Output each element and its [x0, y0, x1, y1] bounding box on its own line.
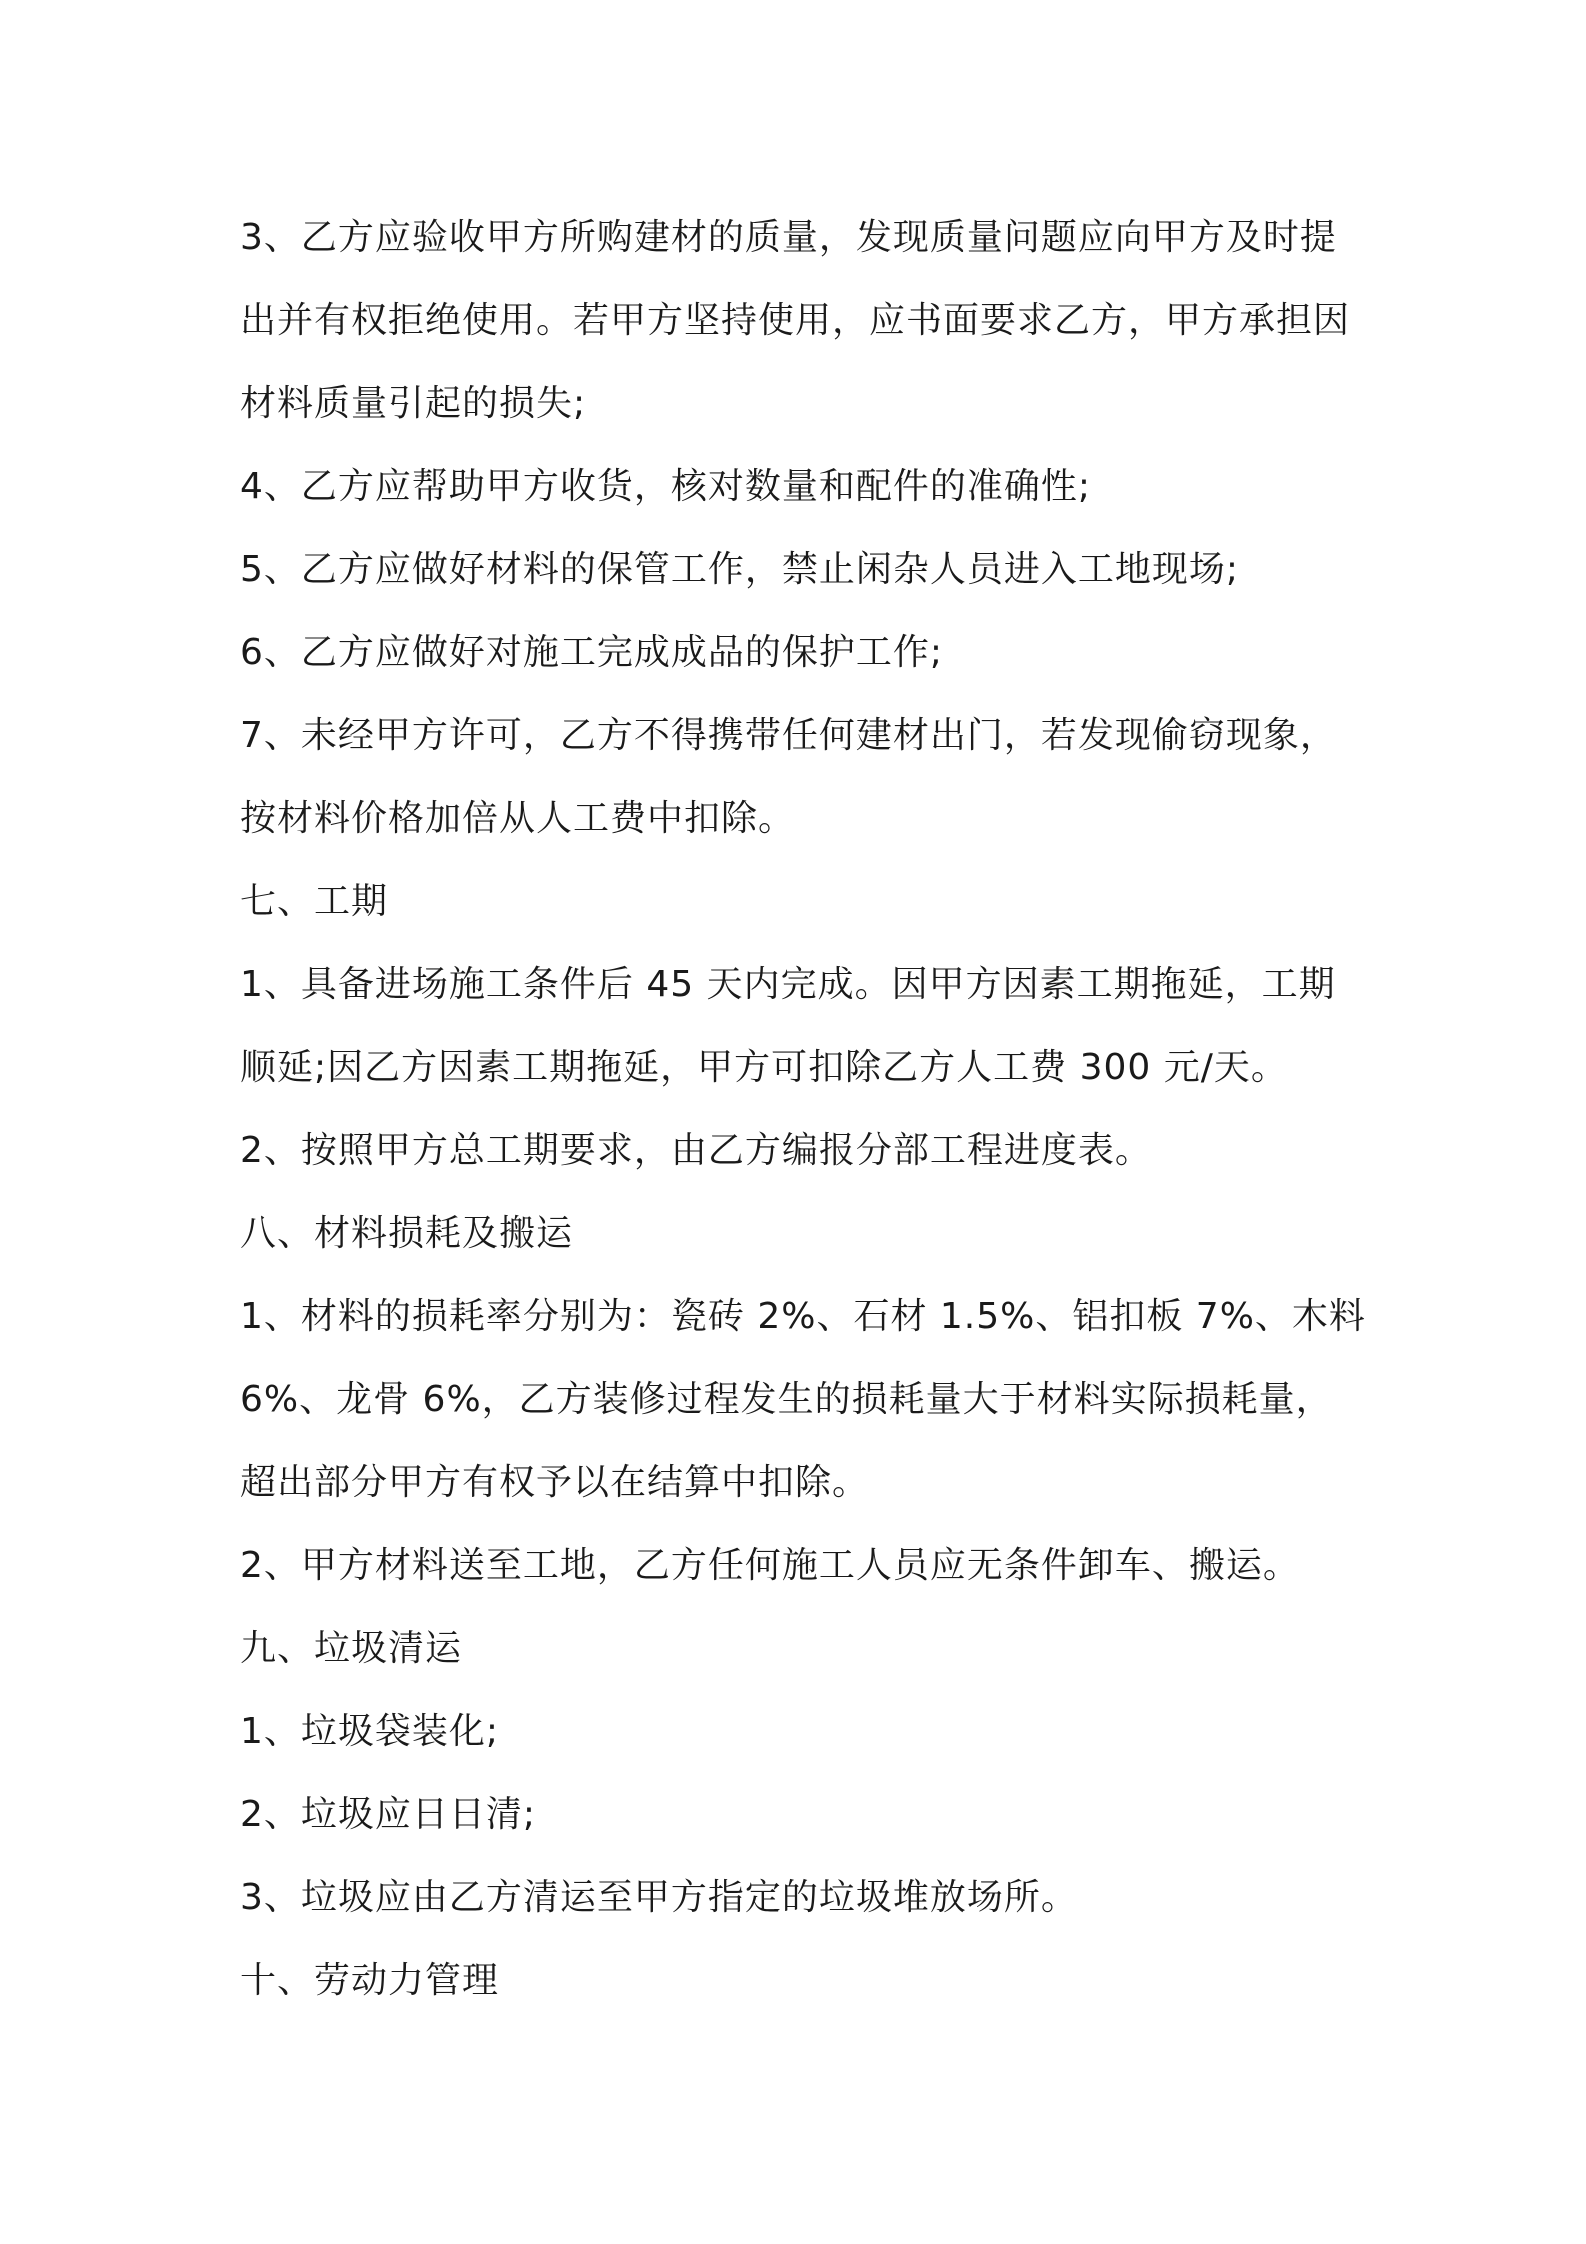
clause-text-line: 1、垃圾袋装化; — [240, 1711, 500, 1752]
document-body — [240, 196, 1365, 2022]
clause-text-line: 2、按照甲方总工期要求，由乙方编报分部工程进度表。 — [240, 1130, 1152, 1171]
clause-text-line: 按材料价格加倍从人工费中扣除。 — [240, 798, 796, 839]
clause-text-line: 材料质量引起的损失; — [240, 383, 587, 424]
section-heading: 十、劳动力管理 — [240, 1960, 500, 2001]
clause-text-line: 2、甲方材料送至工地，乙方任何施工人员应无条件卸车、搬运。 — [240, 1545, 1300, 1586]
clause-text-line: 6%、龙骨 6%，乙方装修过程发生的损耗量大于材料实际损耗量， — [240, 1379, 1333, 1420]
clause-text-line: 1、材料的损耗率分别为：瓷砖 2%、石材 1.5%、铝扣板 7%、木料 — [240, 1296, 1366, 1337]
section-heading: 八、材料损耗及搬运 — [240, 1213, 574, 1254]
clause-text-line: 5、乙方应做好材料的保管工作，禁止闲杂人员进入工地现场; — [240, 549, 1240, 590]
clause-text-line: 4、乙方应帮助甲方收货，核对数量和配件的准确性; — [240, 466, 1092, 507]
clause-text-line: 1、具备进场施工条件后 45 天内完成。因甲方因素工期拖延，工期 — [240, 964, 1336, 1005]
clause-text-line: 2、垃圾应日日清; — [240, 1794, 537, 1835]
clause-text-line: 顺延;因乙方因素工期拖延，甲方可扣除乙方人工费 300 元/天。 — [240, 1047, 1288, 1088]
section-heading: 九、垃圾清运 — [240, 1628, 463, 1669]
clause-text-line: 6、乙方应做好对施工完成成品的保护工作; — [240, 632, 944, 673]
clause-text-line: 3、垃圾应由乙方清运至甲方指定的垃圾堆放场所。 — [240, 1877, 1078, 1918]
section-heading: 七、工期 — [240, 881, 389, 922]
clause-text-line: 3、乙方应验收甲方所购建材的质量，发现质量问题应向甲方及时提 — [240, 217, 1337, 258]
clause-text-line: 出并有权拒绝使用。若甲方坚持使用，应书面要求乙方，甲方承担因 — [240, 300, 1351, 341]
clause-text-line: 超出部分甲方有权予以在结算中扣除。 — [240, 1462, 870, 1503]
clause-text-line: 7、未经甲方许可，乙方不得携带任何建材出门，若发现偷窃现象， — [240, 715, 1337, 756]
